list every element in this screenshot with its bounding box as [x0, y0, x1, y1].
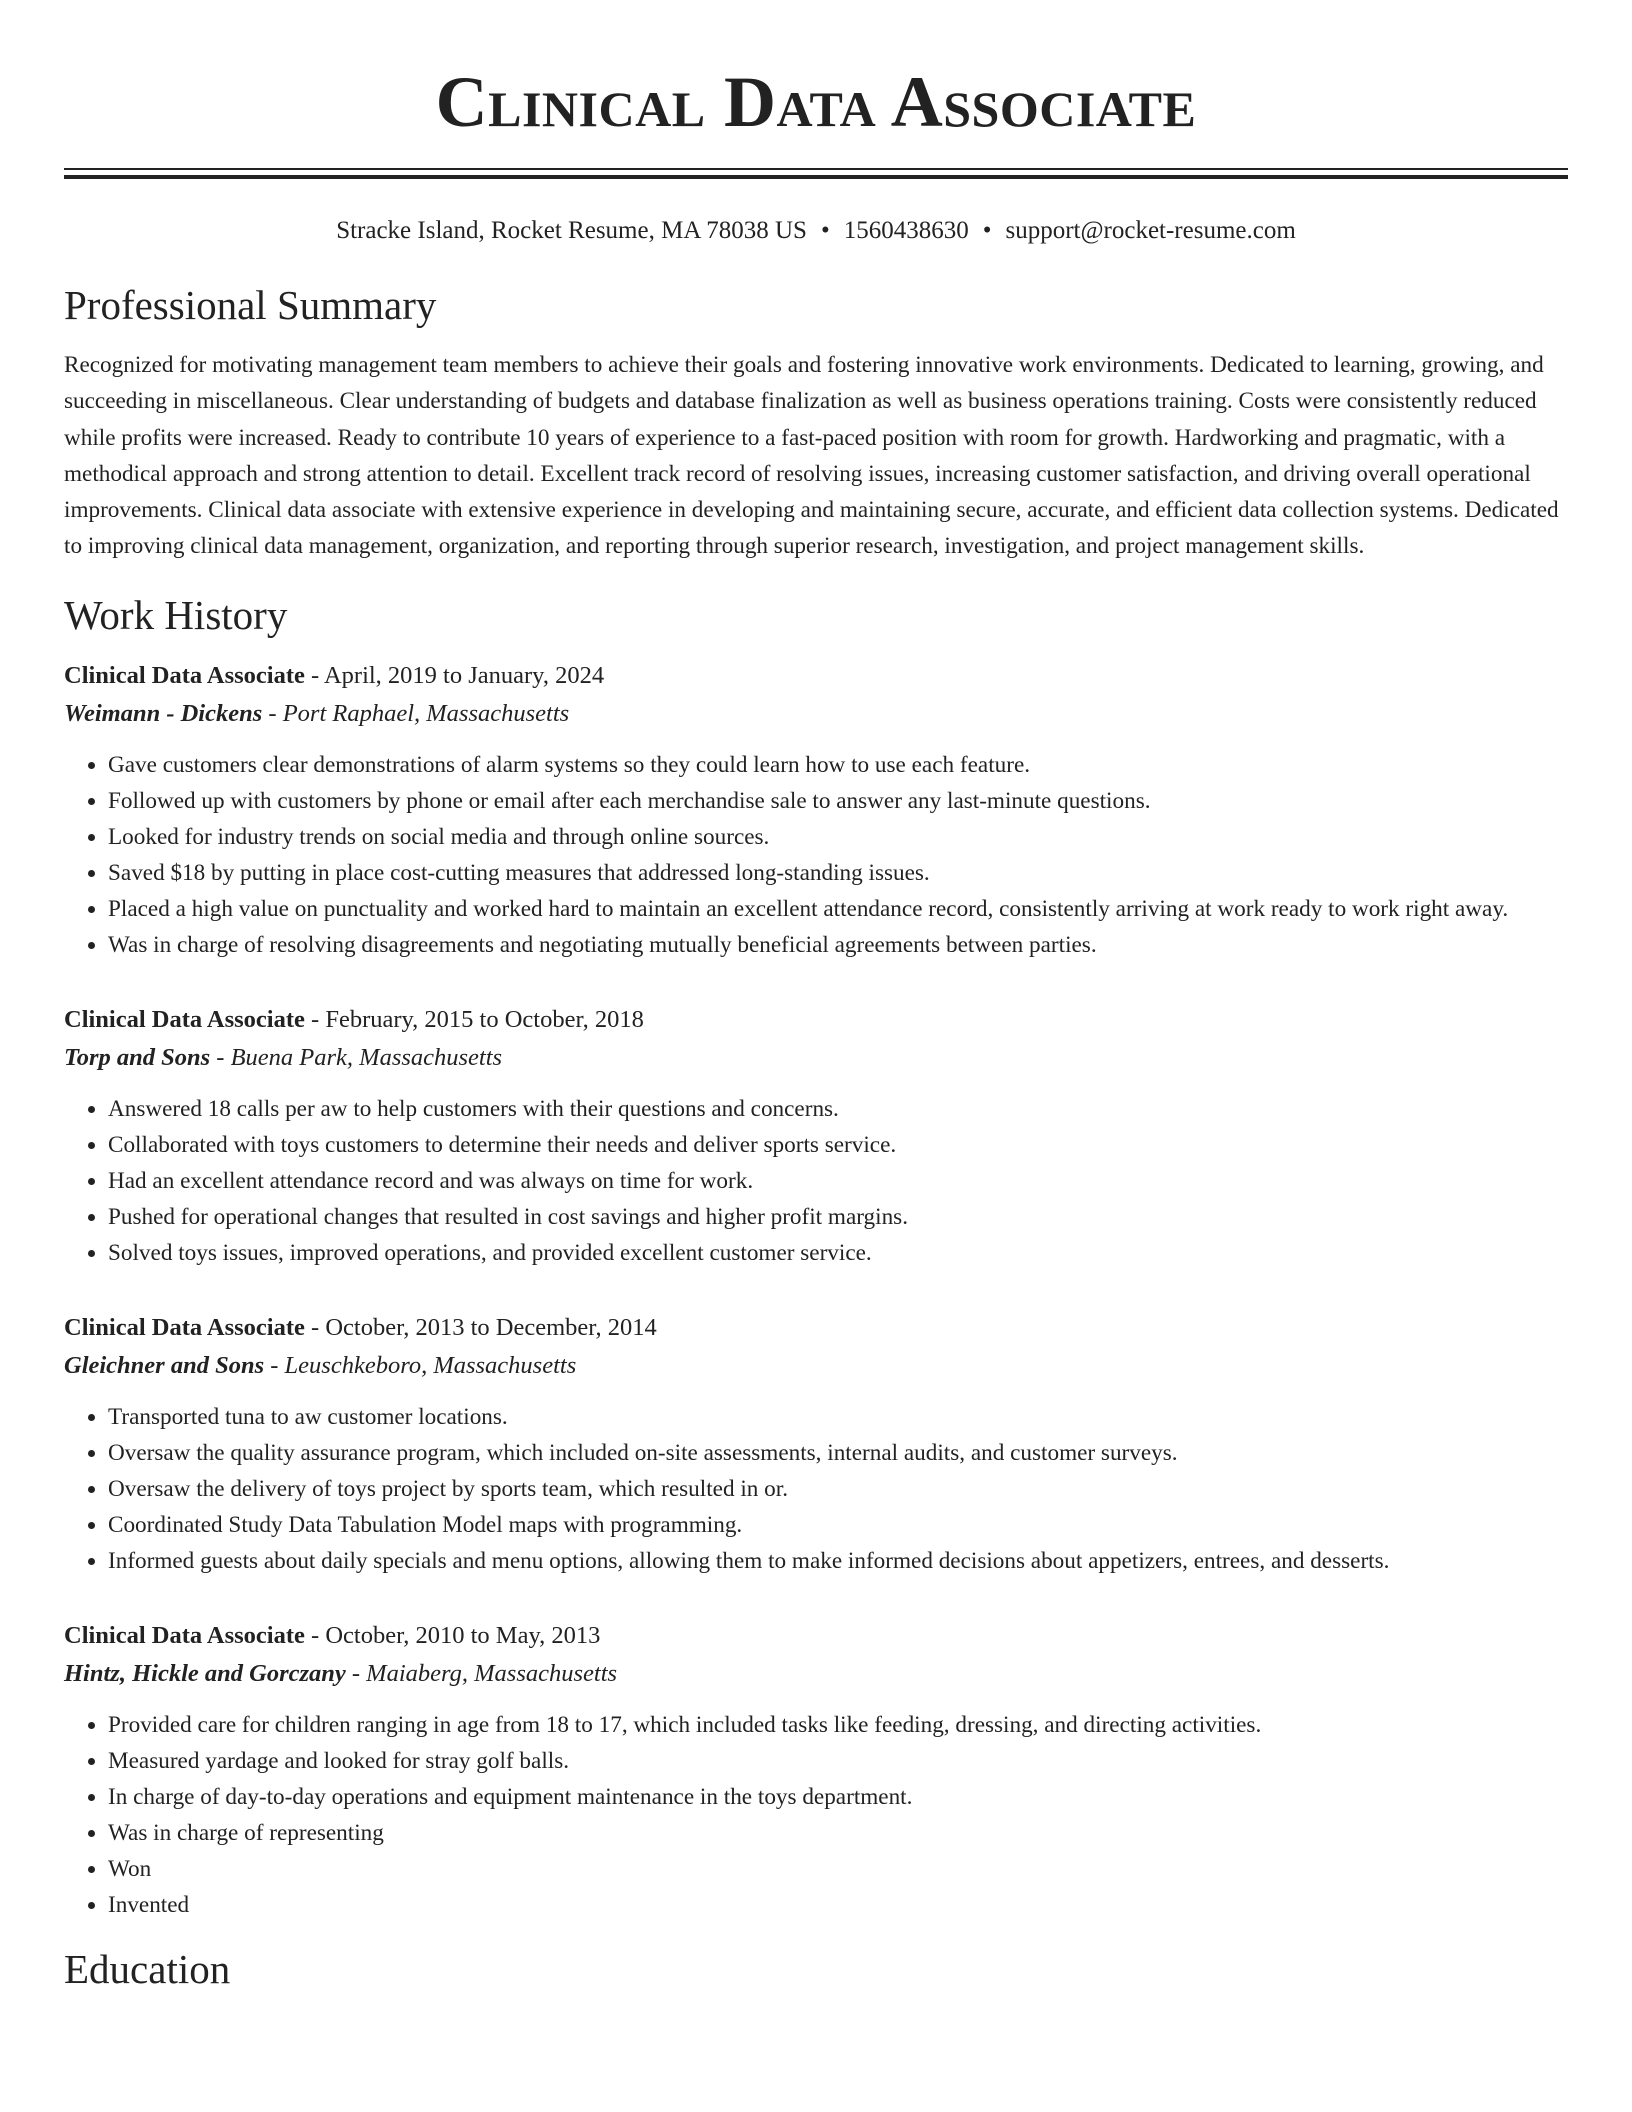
job-entry: [64, 1001, 1568, 1271]
duty-item: • Oversaw the quality assurance program, which included on-site assessments, internal audits, and customer surveys.: [108, 1435, 1568, 1471]
job-dates: - April, 2019 to January, 2024: [304, 661, 605, 689]
duty-item: • Oversaw the delivery of toys project by sports team, which resulted in or.: [108, 1471, 1568, 1507]
job-entry: [64, 657, 1568, 963]
duty-item: • Saved $18 by putting in place cost-cutting measures that addressed long-standing issues.: [108, 855, 1568, 891]
contact-line: [64, 215, 1568, 247]
duty-item: • In charge of day-to-day operations and equipment maintenance in the toys department.: [108, 1779, 1568, 1815]
duty-item: • Won: [108, 1851, 1568, 1887]
duty-item: • Pushed for operational changes that resulted in cost savings and higher profit margins.: [108, 1199, 1568, 1235]
duty-item: • Was in charge of resolving disagreements and negotiating mutually beneficial agreements between parties.: [108, 927, 1568, 963]
duty-item: • Invented: [108, 1887, 1568, 1923]
duty-item: • Solved toys issues, improved operations, and provided excellent customer service.: [108, 1235, 1568, 1271]
work-history-heading: Work History: [64, 591, 288, 638]
job-dates: - October, 2013 to December, 2014: [304, 1313, 657, 1341]
duty-item: • Measured yardage and looked for stray golf balls.: [108, 1743, 1568, 1779]
company-location: - Leuschkeboro, Massachusetts: [264, 1351, 577, 1379]
resume-page: [64, 0, 1568, 1993]
company-location: - Maiaberg, Massachusetts: [345, 1659, 618, 1687]
job-title: Clinical Data Associate: [64, 1005, 305, 1033]
job-dates: - February, 2015 to October, 2018: [304, 1005, 644, 1033]
duty-item: • Informed guests about daily specials and menu options, allowing them to make informed decisions about appetizers, entrees, and desserts.: [108, 1543, 1568, 1579]
duty-item: • Had an excellent attendance record and was always on time for work.: [108, 1163, 1568, 1199]
company-name: Torp and Sons: [64, 1043, 211, 1071]
contact-separator: •: [982, 217, 992, 244]
company-name: Hintz, Hickle and Gorczany: [64, 1659, 346, 1687]
divider-thin-line: [64, 168, 1568, 170]
duty-item: • Looked for industry trends on social media and through online sources.: [108, 819, 1568, 855]
employer-line: [64, 1347, 1568, 1385]
company-location: - Buena Park, Massachusetts: [210, 1043, 503, 1071]
duty-item: • Transported tuna to aw customer locations.: [108, 1399, 1568, 1435]
summary-heading: Professional Summary: [64, 282, 437, 328]
job-title-line: [64, 657, 1568, 695]
job-title-line: [64, 1309, 1568, 1347]
job-title: Clinical Data Associate: [64, 661, 305, 689]
contact-phone: 1560438630: [843, 217, 969, 244]
employer-line: [64, 1655, 1568, 1693]
duty-list: [64, 747, 1568, 963]
duty-item: • Was in charge of representing: [108, 1815, 1568, 1851]
duty-list: [64, 1707, 1568, 1923]
job-title: Clinical Data Associate: [64, 1313, 305, 1341]
job-title-line: [64, 1001, 1568, 1039]
company-location: - Port Raphael, Massachusetts: [262, 699, 570, 727]
company-name: Weimann - Dickens: [64, 699, 263, 727]
employer-line: [64, 1039, 1568, 1077]
job-title: Clinical Data Associate: [64, 1621, 305, 1649]
job-entry: [64, 1309, 1568, 1579]
contact-email[interactable]: support@rocket-resume.com: [1005, 217, 1296, 244]
job-title-line: [64, 1617, 1568, 1655]
duty-item: • Provided care for children ranging in age from 18 to 17, which included tasks like feeding, dressing, and directing activities.: [108, 1707, 1568, 1743]
duty-item: • Answered 18 calls per aw to help customers with their questions and concerns.: [108, 1091, 1568, 1127]
resume-title: Clinical Data Associate: [435, 62, 1197, 142]
duty-item: • Coordinated Study Data Tabulation Model maps with programming.: [108, 1507, 1568, 1543]
duty-item: • Followed up with customers by phone or email after each merchandise sale to answer any last-minute questions.: [108, 783, 1568, 819]
job-dates: - October, 2010 to May, 2013: [304, 1621, 601, 1649]
duty-list: [64, 1091, 1568, 1271]
employer-line: [64, 695, 1568, 733]
duty-item: • Placed a high value on punctuality and worked hard to maintain an excellent attendance record, consistently arriving at work ready to work right away.: [108, 891, 1568, 927]
job-entry: [64, 1617, 1568, 1923]
contact-address: Stracke Island, Rocket Resume, MA 78038 US: [336, 217, 807, 244]
duty-item: • Collaborated with toys customers to determine their needs and deliver sports service.: [108, 1127, 1568, 1163]
education-heading: Education: [64, 1945, 231, 1992]
summary-text: Recognized for motivating management team members to achieve their goals and fostering innovative work environments. Dedicated to learning, growing, and succeeding in miscellaneous. Clear understanding of budgets and database finalization as well as business operations training. Costs were consistently reduced while profits were increased. Ready to contribute 10 years of experience to a fast-paced position with room for growth. Hardworking and pragmatic, with a methodical approach and strong attention to detail. Excellent track record of resolving issues, increasing customer satisfaction, and driving overall operational improvements. Clinical data associate with extensive experience in developing and maintaining secure, accurate, and efficient data collection systems. Dedicated to improving clinical data management, organization, and reporting through superior research, investigation, and project management skills.: [64, 352, 1559, 560]
divider-thick-line: [64, 175, 1568, 179]
company-name: Gleichner and Sons: [64, 1351, 265, 1379]
duty-list: [64, 1399, 1568, 1579]
title-divider: [64, 168, 1568, 179]
contact-separator: •: [820, 217, 830, 244]
duty-item: • Gave customers clear demonstrations of alarm systems so they could learn how to use each feature.: [108, 747, 1568, 783]
